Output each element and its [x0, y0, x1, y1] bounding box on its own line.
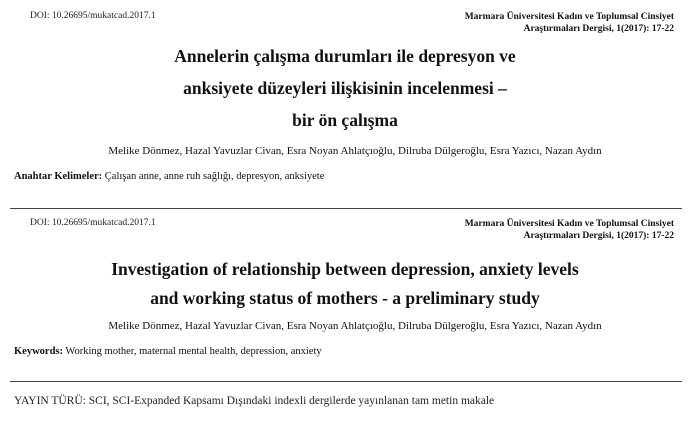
journal-info-en: [465, 218, 674, 242]
keywords-tr: [14, 171, 324, 182]
section-divider-1: [10, 208, 682, 209]
journal-name-tr: Marmara Üniversitesi Kadın ve Toplumsal Cinsiyet: [464, 12, 674, 22]
doi-en: DOI: 10.26695/mukatcad.2017.1: [30, 218, 156, 228]
section-divider-2: [10, 381, 682, 382]
keywords-label-en: Keywords:: [14, 346, 63, 357]
publication-type: YAYIN TÜRÜ: SCI, SCI-Expanded Kapsamı Dışındaki indexli dergilerde yayınlanan tam metin makale: [14, 395, 495, 407]
journal-issue-en: Araştırmaları Dergisi, 1(2017): 17-22: [523, 231, 674, 241]
journal-info-tr: [465, 11, 674, 35]
title-tr-line2: anksiyete düzeyleri ilişkisinin incelenmesi –: [183, 78, 507, 98]
title-en-line1: Investigation of relationship between depression, anxiety levels: [111, 259, 579, 279]
journal-issue-tr: Araştırmaları Dergisi, 1(2017): 17-22: [523, 24, 674, 34]
title-tr-line3: bir ön çalışma: [292, 110, 398, 130]
title-tr-line1: Annelerin çalışma durumları ile depresyon ve: [174, 46, 516, 66]
authors-en: Melike Dönmez, Hazal Yavuzlar Civan, Esra Noyan Ahlatçıoğlu, Dilruba Dülgeroğlu, Esra Yazıcı, Nazan Aydın: [108, 320, 602, 332]
keywords-list-tr: Çalışan anne, anne ruh sağlığı, depresyon, anksiyete: [102, 171, 325, 182]
journal-name-en: Marmara Üniversitesi Kadın ve Toplumsal Cinsiyet: [464, 219, 674, 229]
doi-tr: DOI: 10.26695/mukatcad.2017.1: [30, 11, 156, 21]
keywords-list-en: Working mother, maternal mental health, depression, anxiety: [63, 346, 322, 357]
keywords-en: [14, 346, 322, 357]
authors-tr: Melike Dönmez, Hazal Yavuzlar Civan, Esra Noyan Ahlatçıoğlu, Dilruba Dülgeroğlu, Esra Yazıcı, Nazan Aydın: [108, 145, 602, 157]
keywords-label-tr: Anahtar Kelimeler:: [14, 171, 103, 182]
title-en-line2: and working status of mothers - a preliminary study: [150, 288, 540, 308]
